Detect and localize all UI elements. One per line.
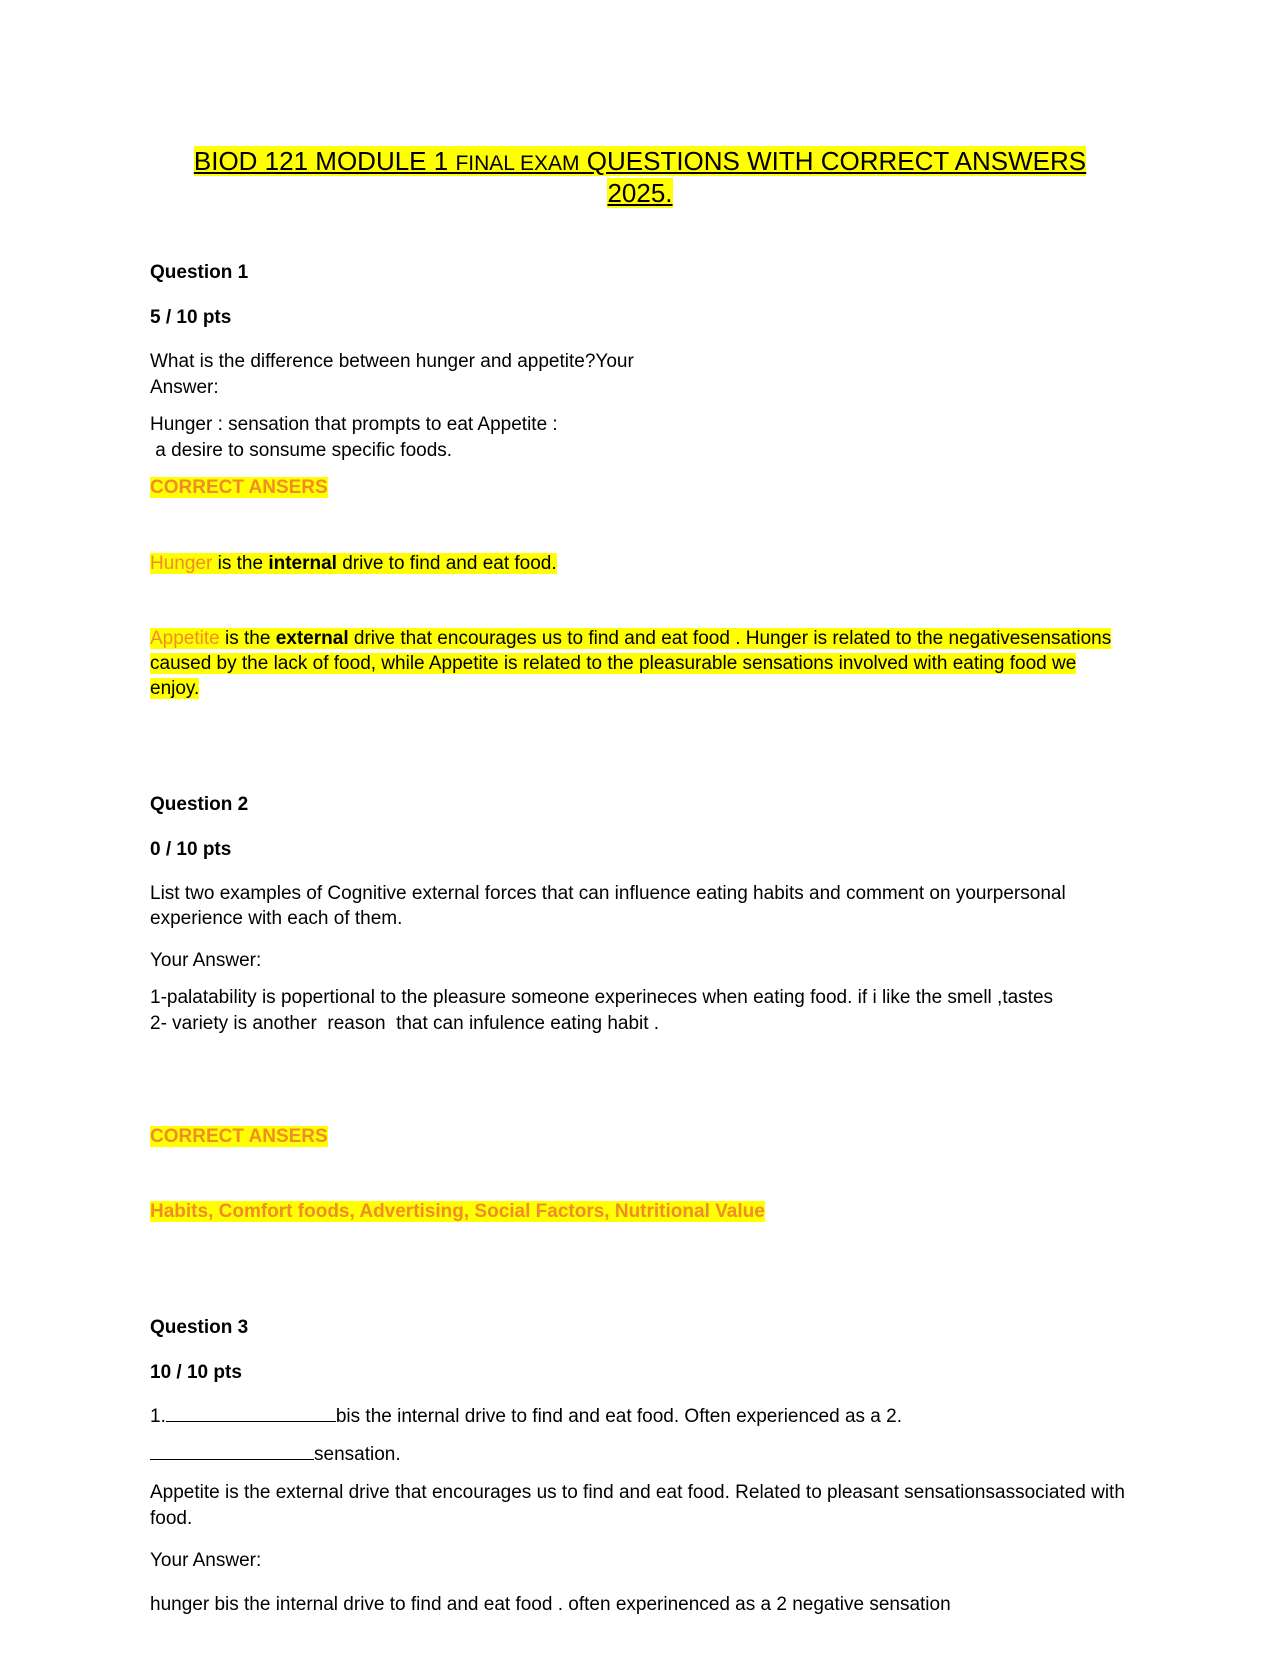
question-3-text-line2: food. — [150, 1508, 193, 1529]
question-2-answer-line1: 1-palatability is popertional to the pleasure someone experineces when eating food. if i like the smell ,tastes — [150, 987, 1054, 1008]
question-1-correct-appetite-line1: Appetite is the external drive that encourages us to find and eat food . Hunger is related to the negativesensations — [150, 628, 1112, 649]
blank-line — [150, 1442, 314, 1460]
question-2-your-answer-label: Your Answer: — [150, 950, 262, 971]
question-1-answer-line2: a desire to sonsume specific foods. — [150, 440, 453, 461]
blank-line — [166, 1404, 336, 1422]
question-1-correct-appetite-line3: enjoy. — [150, 678, 200, 699]
question-2-correct-label: CORRECT ANSERS — [150, 1126, 328, 1147]
question-1-answer-line1: Hunger : sensation that prompts to eat Appetite : — [150, 414, 558, 435]
question-2-heading: Question 2 — [150, 794, 249, 815]
question-3-fill-blank-line2: sensation. — [150, 1442, 401, 1467]
question-3-your-answer-label: Your Answer: — [150, 1550, 262, 1571]
question-1-correct-hunger: Hunger is the internal drive to find and eat food. — [150, 553, 557, 574]
question-2-correct-answer: Habits, Comfort foods, Advertising, Social Factors, Nutritional Value — [150, 1201, 765, 1222]
question-2-score: 0 / 10 pts — [150, 839, 232, 860]
question-3-text-line1: Appetite is the external drive that encourages us to find and eat food. Related to pleasant sensationsassociated with — [150, 1482, 1125, 1503]
question-1-correct-label: CORRECT ANSERS — [150, 477, 328, 498]
question-3-fill-blank-line1: 1. bis the internal drive to find and eat food. Often experienced as a 2. — [150, 1406, 902, 1427]
question-2-prompt-line2: experience with each of them. — [150, 908, 403, 929]
question-2-answer-line2: 2- variety is another reason that can infulence eating habit . — [150, 1013, 660, 1034]
question-1-heading: Question 1 — [150, 262, 249, 283]
question-3-heading: Question 3 — [150, 1317, 249, 1338]
question-1-score: 5 / 10 pts — [150, 307, 232, 328]
question-1-correct-appetite-line2: caused by the lack of food, while Appetite is related to the pleasurable sensations involved with eating food we — [150, 653, 1077, 674]
document-title-year: 2025. — [607, 178, 673, 208]
question-1-prompt-line2: Answer: — [150, 377, 219, 398]
question-3-answer: hunger bis the internal drive to find and eat food . often experinenced as a 2 negative sensation — [150, 1594, 951, 1615]
question-2-prompt-line1: List two examples of Cognitive external forces that can influence eating habits and comment on yourpersonal — [150, 883, 1066, 904]
document-title: BIOD 121 MODULE 1 FINAL EXAM QUESTIONS WITH CORRECT ANSWERS — [193, 146, 1087, 176]
question-1-prompt-line1: What is the difference between hunger and appetite?Your — [150, 351, 634, 372]
question-3-score: 10 / 10 pts — [150, 1362, 242, 1383]
